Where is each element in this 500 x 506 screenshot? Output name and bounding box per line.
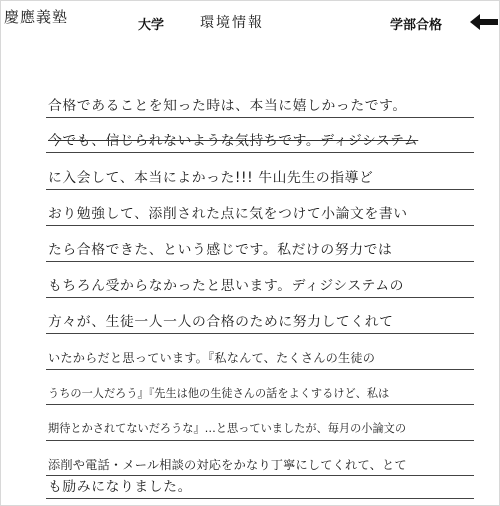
left-arrow-icon: [470, 14, 498, 30]
text-line-1: 合格であることを知った時は、本当に嬉しかったです。: [48, 98, 407, 114]
ruled-line: [46, 440, 474, 441]
text-line-4: おり勉強して、添削された点に気をつけて小論文を書い: [48, 206, 408, 222]
ruled-line: [46, 498, 474, 499]
ruled-line: [46, 152, 474, 153]
text-line-7: 方々が、生徒一人一人の合格のために努力してくれて: [48, 314, 394, 330]
ruled-line: [46, 404, 474, 405]
department-name: 環境情報: [200, 15, 264, 31]
ruled-line: [46, 297, 474, 298]
ruled-line: [46, 189, 474, 190]
ruled-line: [46, 117, 474, 118]
ruled-line: [46, 369, 474, 370]
text-line-12: も励みになりました。: [48, 479, 192, 495]
text-line-3: に入会して、本当によかった!!! 牛山先生の指導ど: [48, 170, 374, 186]
text-line-5: たら合格できた、という感じです。私だけの努力では: [48, 242, 393, 258]
text-line-9: うちの一人だろう』『先生は他の生徒さんの話をよくするけど、私は: [48, 387, 390, 400]
result-label: 学部合格: [390, 18, 443, 33]
text-line-2: 今でも、信じられないような気持ちです。ディジシステム: [48, 133, 419, 149]
text-line-10: 期待とかされてないだろうな』…と思っていましたが、毎月の小論文の: [48, 422, 407, 435]
ruled-line: [46, 261, 474, 262]
text-line-8: いたからだと思っています。『私なんて、たくさんの生徒の: [48, 351, 376, 365]
ruled-line: [46, 333, 474, 334]
text-line-6: もちろん受からなかったと思います。ディジシステムの: [48, 278, 404, 294]
university-suffix: 大学: [138, 18, 165, 33]
ruled-line: [46, 475, 474, 476]
ruled-line: [46, 225, 474, 226]
text-line-11: 添削や電話・メール相談の対応をかなり丁寧にしてくれて、とて: [48, 458, 407, 472]
university-name: 慶應義塾: [4, 8, 69, 26]
